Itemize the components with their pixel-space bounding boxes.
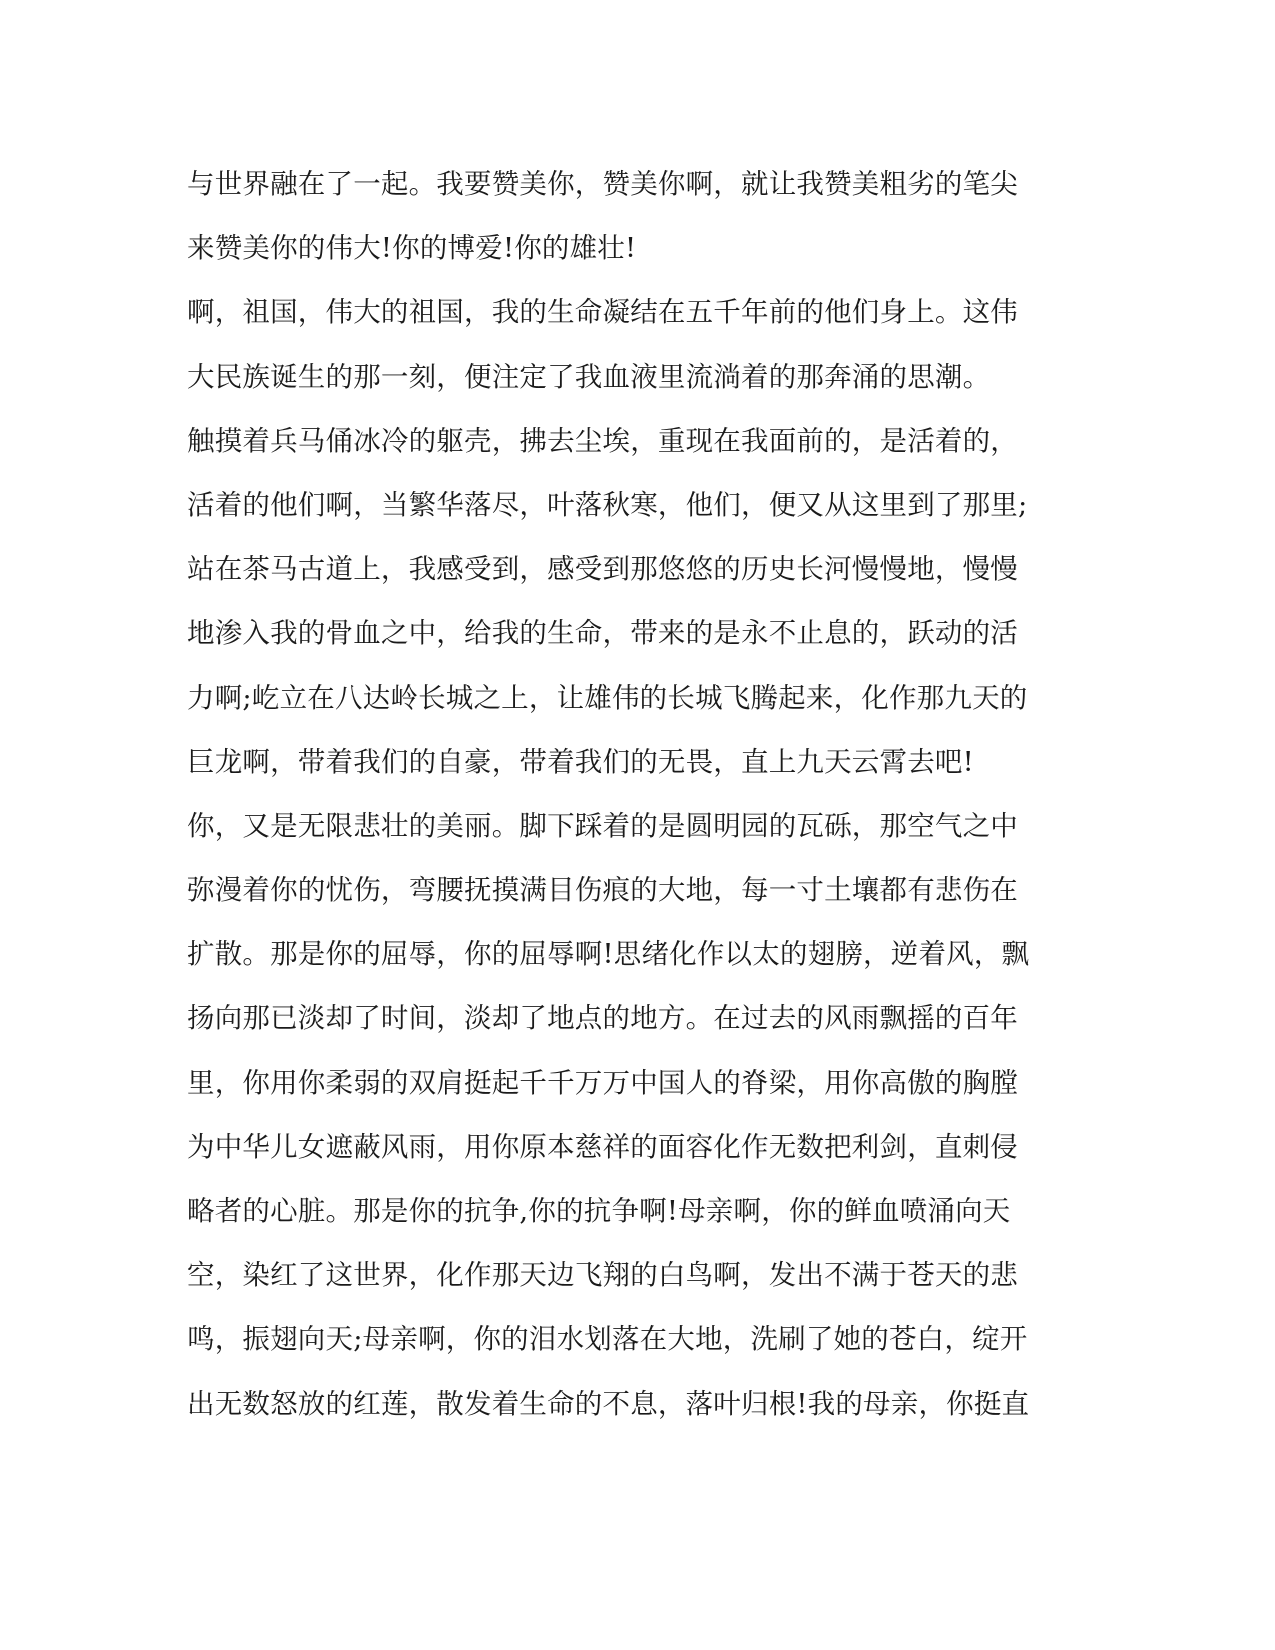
text-line: 里，你用你柔弱的双肩挺起千千万万中国人的脊梁，用你高傲的胸膛	[187, 1066, 1018, 1099]
text-line: 略者的心脏。那是你的抗争,你的抗争啊!母亲啊，你的鲜血喷涌向天	[187, 1195, 1011, 1227]
text-line: 出无数怒放的红莲，散发着生命的不息，落叶归根!我的母亲，你挺直	[187, 1387, 1030, 1420]
text-line: 大民族诞生的那一刻，便注定了我血液里流淌着的那奔涌的思潮。	[187, 360, 991, 393]
text-line: 你，又是无限悲壮的美丽。脚下踩着的是圆明园的瓦砾，那空气之中	[187, 809, 1018, 842]
text-line: 啊，祖国，伟大的祖国，我的生命凝结在五千年前的他们身上。这伟	[187, 296, 1018, 329]
text-line: 空，染红了这世界，化作那天边飞翔的白鸟啊，发出不满于苍天的悲	[187, 1259, 1018, 1292]
text-line: 弥漫着你的忧伤，弯腰抚摸满目伤痕的大地，每一寸土壤都有悲伤在	[187, 874, 1018, 907]
text-line: 触摸着兵马俑冰冷的躯壳，拂去尘埃，重现在我面前的，是活着的，	[187, 424, 1018, 457]
text-line: 站在茶马古道上，我感受到，感受到那悠悠的历史长河慢慢地，慢慢	[187, 553, 1018, 586]
text-line: 为中华儿女遮蔽风雨，用你原本慈祥的面容化作无数把利剑，直刺侵	[187, 1130, 1018, 1163]
text-line: 鸣，振翅向天;母亲啊，你的泪水划落在大地，洗刷了她的苍白，绽开	[187, 1323, 1028, 1356]
text-line: 力啊;屹立在八达岭长城之上，让雄伟的长城飞腾起来，化作那九天的	[187, 681, 1028, 714]
text-line: 与世界融在了一起。我要赞美你，赞美你啊，就让我赞美粗劣的笔尖	[187, 168, 1018, 200]
body-text	[187, 152, 1087, 1436]
text-line: 活着的他们啊，当繁华落尽，叶落秋寒，他们，便又从这里到了那里;	[187, 488, 1028, 521]
text-line: 巨龙啊，带着我们的自豪，带着我们的无畏，直上九天云霄去吧!	[187, 745, 974, 778]
text-line: 扬向那已淡却了时间，淡却了地点的地方。在过去的风雨飘摇的百年	[187, 1002, 1018, 1035]
text-line: 扩散。那是你的屈辱，你的屈辱啊!思绪化作以太的翅膀，逆着风，飘	[187, 938, 1030, 971]
text-line: 来赞美你的伟大!你的博爱!你的雄壮!	[187, 232, 637, 265]
text-line: 地渗入我的骨血之中，给我的生命，带来的是永不止息的，跃动的活	[187, 617, 1018, 650]
